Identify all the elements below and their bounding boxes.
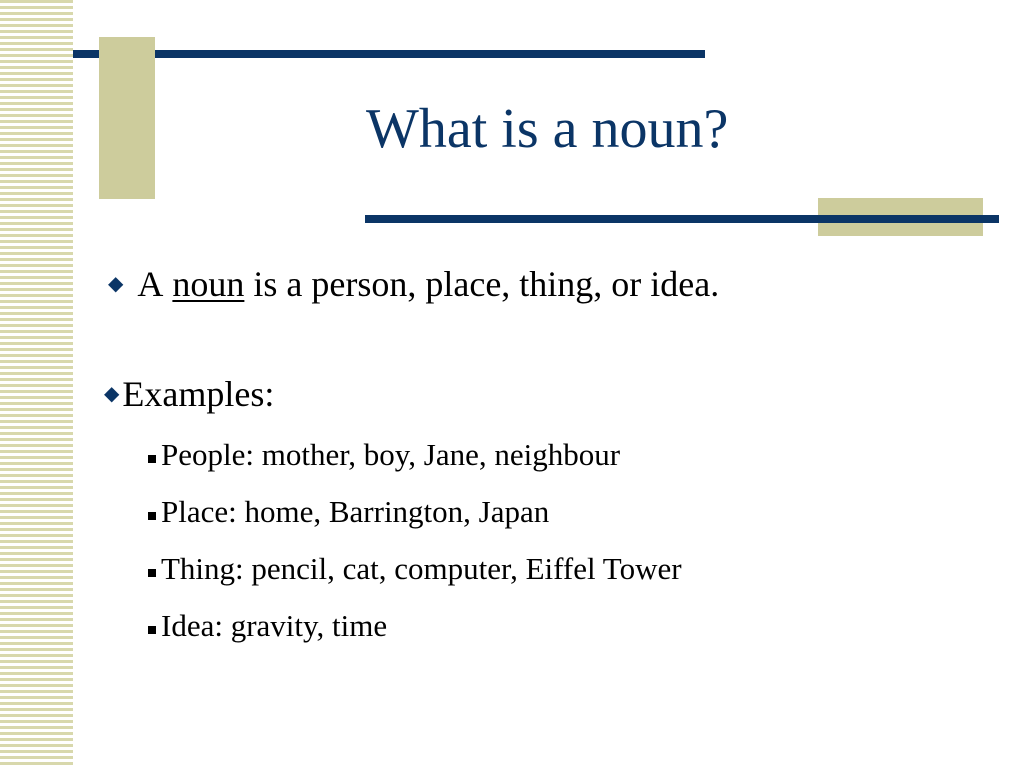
top-accent-block: [99, 37, 155, 199]
examples-bullet: [104, 372, 274, 422]
slide-title: What is a noun?: [366, 98, 729, 160]
left-stripe-decoration: [0, 0, 73, 768]
square-icon: [148, 455, 156, 463]
example-text: Idea: gravity, time: [161, 608, 388, 643]
definition-term: noun: [172, 264, 245, 304]
example-item: [148, 436, 620, 474]
example-item: [148, 550, 682, 588]
example-text: Thing: pencil, cat, computer, Eiffel Tower: [161, 551, 682, 586]
diamond-icon: ◆: [104, 383, 120, 405]
definition-suffix: is a person, place, thing, or idea.: [253, 264, 720, 304]
example-text: Place: home, Barrington, Japan: [161, 494, 550, 529]
example-text: People: mother, boy, Jane, neighbour: [161, 437, 621, 472]
examples-heading: Examples:: [122, 374, 275, 414]
definition-prefix: A: [137, 264, 164, 304]
example-item: [148, 607, 387, 645]
diamond-icon: ◆: [108, 273, 124, 295]
square-icon: [148, 626, 156, 634]
square-icon: [148, 569, 156, 577]
example-item: [148, 493, 549, 531]
top-accent-line: [73, 50, 705, 58]
bottom-accent-line: [365, 215, 999, 223]
definition-bullet: [108, 262, 719, 312]
square-icon: [148, 512, 156, 520]
